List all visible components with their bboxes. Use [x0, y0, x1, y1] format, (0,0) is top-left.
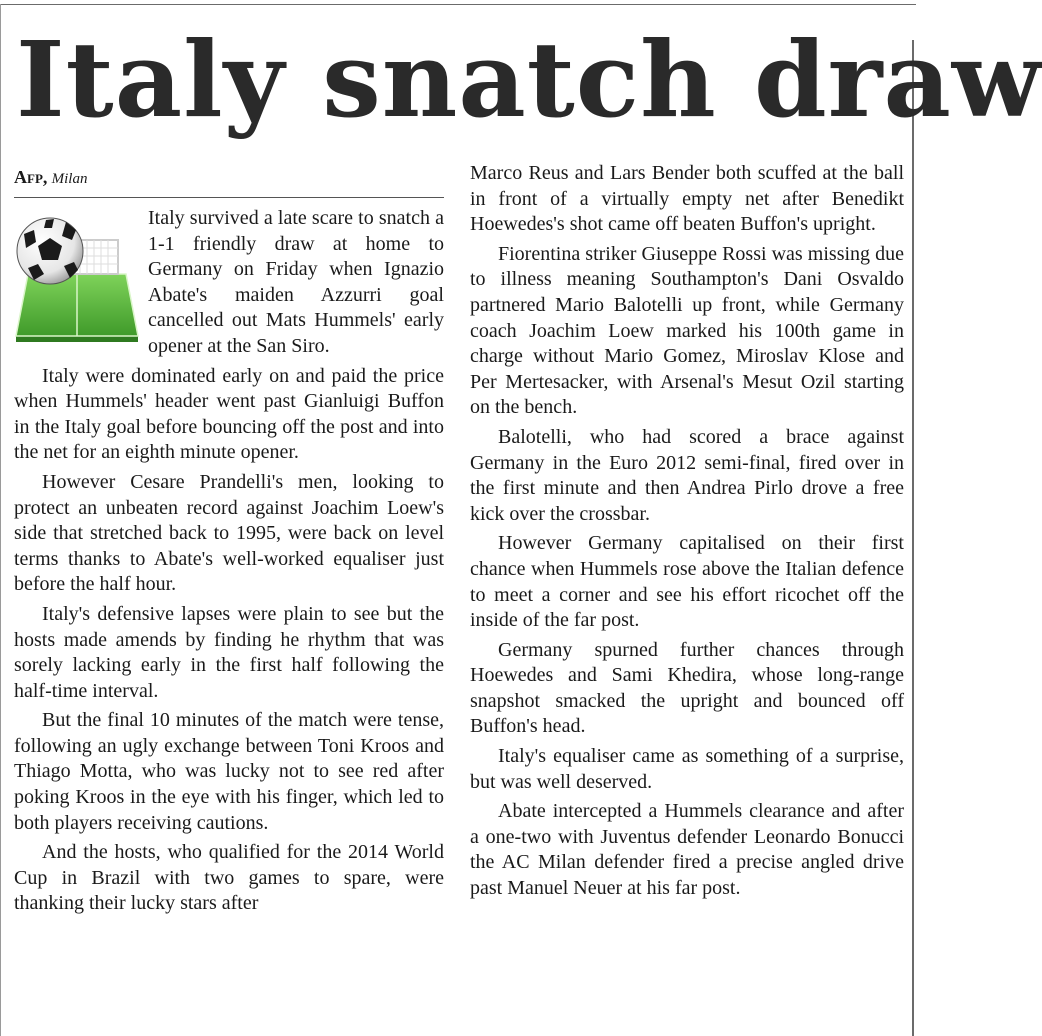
paragraph: Marco Reus and Lars Bender both scuffed at the ball in front of a virtually empty net after Benedikt Hoewedes's shot came off beaten Buffon's upright.	[470, 162, 904, 236]
article-column-left	[14, 161, 444, 921]
paragraph: Italy's equaliser came as something of a surprise, but was well deserved.	[470, 745, 904, 793]
paragraph: Balotelli, who had scored a brace against Germany in the Euro 2012 semi-final, fired over in the first minute and then Andrea Pirlo drove a free kick over the crossbar.	[470, 425, 904, 525]
paragraph: Abate intercepted a Hummels clearance and after a one-two with Juventus defender Leonardo Bonucci the AC Milan defender fired a precise angled drive past Manuel Neuer at his far post.	[470, 800, 904, 900]
paragraph: Fiorentina striker Giuseppe Rossi was missing due to illness meaning Southampton's Dani Osvaldo partnered Mario Balotelli up front, while Germany coach Joachim Loew marked his 100th game in charge without Mario Gomez, Miroslav Klose and Per Mertesacker, with Arsenal's Mesut Ozil starting on the bench.	[470, 242, 904, 419]
byline-city: Milan	[51, 171, 88, 187]
paragraph: Italy's defensive lapses were plain to see but the hosts made amends by finding he rhythm that was sorely lacking early in the first half following the half-time interval.	[14, 602, 444, 702]
top-border-rule	[0, 4, 916, 5]
paragraph: Italy were dominated early on and paid the price when Hummels' header went past Gianluigi Buffon in the Italy goal before bouncing off the post and into the net for an eighth minute opener.	[14, 364, 444, 464]
left-border-rule	[0, 4, 1, 1036]
football-on-pitch-icon	[14, 208, 140, 344]
paragraph: And the hosts, who qualified for the 2014 World Cup in Brazil with two games to spare, were thanking their lucky stars after	[14, 841, 444, 915]
right-border-rule	[912, 40, 914, 1036]
article-column-right	[470, 161, 904, 906]
byline-agency: Afp,	[14, 167, 48, 187]
paragraph: But the final 10 minutes of the match were tense, following an ugly exchange between Toni Kroos and Thiago Motta, who was lucky not to see red after poking Kroos in the eye with his finger, which led to both players receiving cautions.	[14, 709, 444, 834]
paragraph: Italy survived a late scare to snatch a 1-1 friendly draw at home to Germany on Friday when Ignazio Abate's maiden Azzurri goal cancelled out Mats Hummels' early opener at the San Siro.	[148, 207, 444, 357]
byline-divider	[14, 197, 444, 198]
paragraph: However Cesare Prandelli's men, looking to protect an unbeaten record against Joachim Loew's side that stretched back to 1995, were back on level terms thanks to Abate's well-worked equaliser just before the half hour.	[14, 470, 444, 596]
football-illustration	[14, 208, 140, 344]
headline: Italy snatch draw	[16, 18, 1042, 141]
byline	[14, 161, 444, 193]
paragraph: However Germany capitalised on their first chance when Hummels rose above the Italian defence to meet a corner and see his effort ricochet off the inside of the far post.	[470, 532, 904, 632]
paragraph: Germany spurned further chances through Hoewedes and Sami Khedira, whose long-range snapshot smacked the upright and bounced off Buffon's head.	[470, 638, 904, 738]
